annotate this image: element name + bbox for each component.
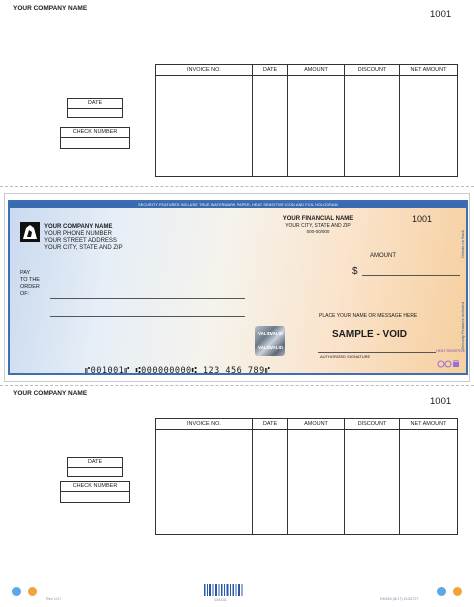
stub-bottom-check-number: 1001: [430, 396, 452, 407]
signature-line[interactable]: [318, 352, 436, 353]
registration-dot-blue-right: [437, 587, 446, 596]
stub-bottom-date-box[interactable]: [67, 457, 123, 477]
heat-sensitive-label: HEAT SENSITIVE: [436, 349, 466, 353]
dollar-sign: $: [352, 266, 358, 277]
stub-top-check-number: 1001: [430, 9, 452, 20]
heat-sensitive-lock-icon: [437, 355, 463, 363]
table-body-row: [156, 76, 458, 177]
payee-line-1[interactable]: [50, 298, 245, 299]
registration-dot-orange-right: [453, 587, 462, 596]
registration-dot-blue-left: [12, 587, 21, 596]
pay-to-order-label: PAY TO THE ORDER OF:: [20, 270, 40, 297]
message-placeholder: PLACE YOUR NAME OR MESSAGE HERE: [319, 313, 418, 319]
barcode-number: 134431: [214, 598, 227, 602]
col-net-amount: NET AMOUNT: [400, 65, 458, 76]
security-strip: SECURITY FEATURES INCLUDE TRUE WATERMARK PAPER, HEAT SENSITIVE ICON AND FOIL HOLOGRAM: [10, 202, 466, 208]
bank-city: YOUR CITY, STATE AND ZIP: [285, 223, 351, 229]
check-city: YOUR CITY, STATE AND ZIP: [44, 245, 123, 251]
col-discount: DISCOUNT: [345, 65, 400, 76]
col-amount: AMOUNT: [288, 419, 345, 430]
bank-name: YOUR FINANCIAL NAME: [282, 216, 354, 222]
check-number-label: CHECK NUMBER: [61, 482, 129, 492]
micr-line: ⑈001001⑈ ⑆000000000⑆ 123 456 789⑈: [85, 366, 271, 376]
col-discount: DISCOUNT: [345, 419, 400, 430]
stub-top-company-name: YOUR COMPANY NAME: [13, 5, 88, 12]
barcode-icon: [204, 583, 244, 595]
col-date: DATE: [253, 65, 288, 76]
bank-logo-icon: [20, 222, 40, 242]
perforation-top: [0, 186, 474, 187]
table-header-row: [156, 419, 458, 430]
payee-line-2[interactable]: [50, 316, 245, 317]
col-net-amount: NET AMOUNT: [400, 419, 458, 430]
col-invoice-no: INVOICE NO.: [156, 65, 253, 76]
col-amount: AMOUNT: [288, 65, 345, 76]
routing-fraction: 000-00/000: [306, 229, 330, 234]
check-body: [8, 200, 468, 375]
check-company-name: YOUR COMPANY NAME: [44, 224, 113, 230]
check-street: YOUR STREET ADDRESS: [44, 238, 117, 244]
col-date: DATE: [253, 419, 288, 430]
registration-dot-orange-left: [28, 587, 37, 596]
form-code: DK455 (8/17) 2133727: [380, 597, 419, 601]
stub-top-invoice-table: [155, 64, 458, 177]
amount-field[interactable]: [362, 275, 460, 276]
col-invoice-no: INVOICE NO.: [156, 419, 253, 430]
side-text-security: Security Features Included: [460, 302, 465, 350]
check-number-label: CHECK NUMBER: [61, 128, 129, 138]
table-body-row: [156, 430, 458, 535]
stub-bottom-company-name: YOUR COMPANY NAME: [13, 390, 88, 397]
check-panel: [4, 193, 470, 382]
stub-bottom-check-number-box[interactable]: [60, 481, 130, 503]
check-phone: YOUR PHONE NUMBER: [44, 231, 113, 237]
signature-label: AUTHORIZED SIGNATURE: [320, 354, 371, 359]
amount-label: AMOUNT: [370, 253, 396, 259]
stub-bottom-invoice-table: [155, 418, 458, 535]
stub-top-date-box[interactable]: [67, 98, 123, 118]
revision-label: Rev 1/17: [46, 597, 62, 601]
date-label: DATE: [68, 458, 122, 468]
hologram-icon: VALID VALID VALID VALID: [255, 326, 285, 356]
side-text-details: Details on Back: [460, 230, 465, 258]
sample-void-text: SAMPLE - VOID: [332, 329, 408, 340]
check-number: 1001: [412, 214, 433, 224]
stub-top-check-number-box[interactable]: [60, 127, 130, 149]
perforation-bottom: [0, 385, 474, 386]
date-label: DATE: [68, 99, 122, 109]
table-header-row: [156, 65, 458, 76]
